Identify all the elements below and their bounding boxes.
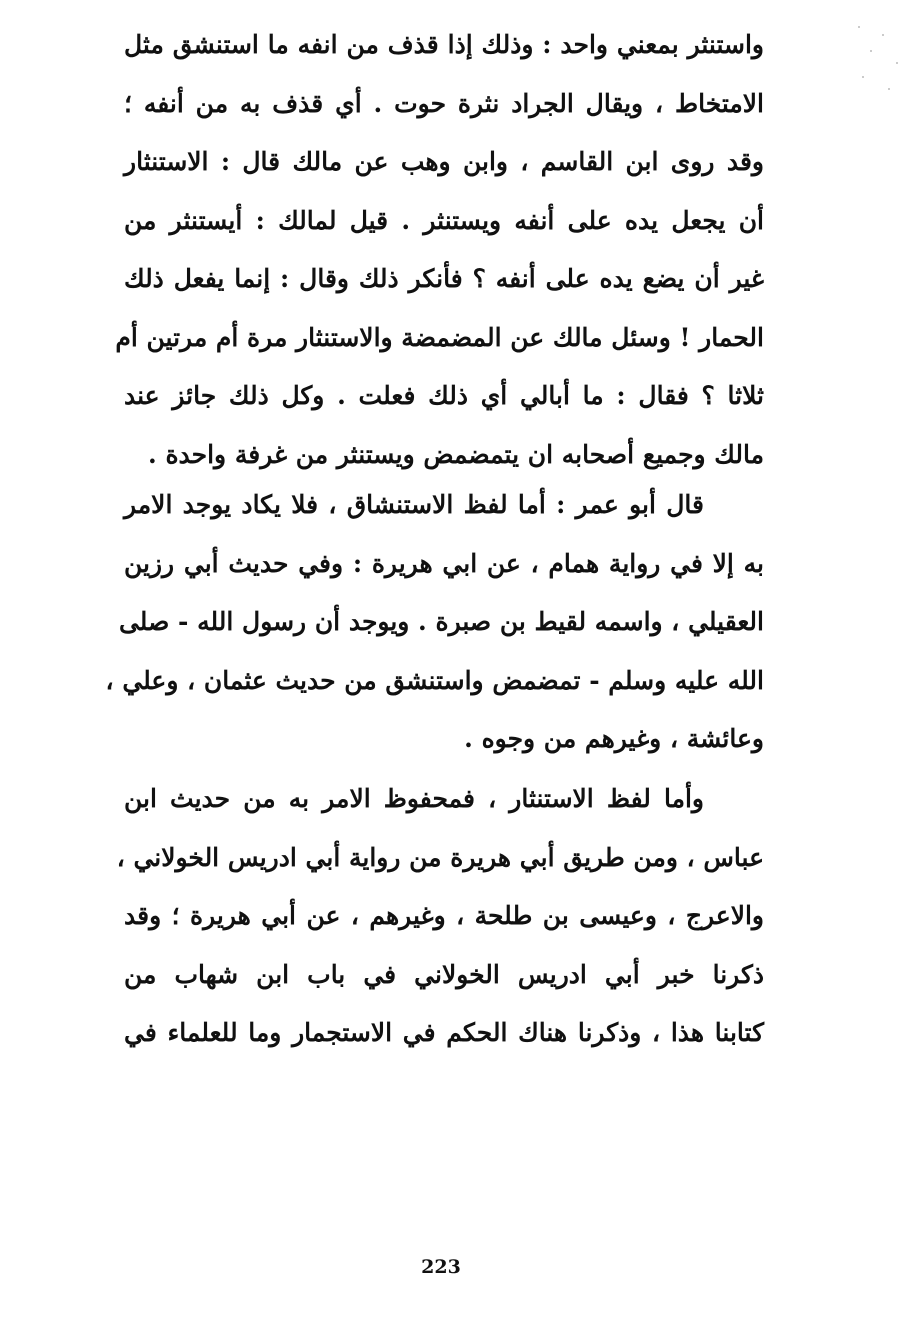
page-number: 223 (421, 1256, 461, 1278)
text-line: مالك وجميع أصحابه ان يتمضمض ويستنثر من غرفة واحدة . (148, 439, 764, 469)
text-line: الامتخاط ، ويقال الجراد نثرة حوت . أي قذف به من أنفه ؛ (124, 88, 764, 118)
text-line: قال أبو عمر : أما لفظ الاستنشاق ، فلا يكاد يوجد الامر (124, 490, 704, 519)
paragraph-1 (115, 16, 765, 484)
text-line: ثلاثا ؟ فقال : ما أبالي أي ذلك فعلت . وكل ذلك جائز عند (124, 381, 764, 410)
text-line: به إلا في رواية همام ، عن ابي هريرة : وفي حديث أبي رزين (124, 548, 764, 578)
text-line: وعائشة ، وغيرهم من وجوه . (464, 724, 764, 753)
text-line: الحمار ! وسئل مالك عن المضمضة والاستنثار مرة أم مرتين أم (115, 322, 764, 352)
text-line: العقيلي ، واسمه لقيط بن صبرة . ويوجد أن رسول الله - صلى (118, 607, 764, 636)
text-line: والاعرج ، وعيسى بن طلحة ، وغيرهم ، عن أبي هريرة ؛ وقد (124, 901, 764, 930)
scan-specks (848, 20, 908, 100)
paragraph-2 (105, 476, 764, 769)
text-line: وأما لفظ الاستنثار ، فمحفوظ الامر به من حديث ابن (124, 784, 704, 813)
text-line: الله عليه وسلم - تمضمض واستنشق من حديث عثمان ، وعلي ، (105, 665, 764, 695)
text-line: كتابنا هذا ، وذكرنا هناك الحكم في الاستجمار وما للعلماء في (124, 1018, 764, 1047)
text-line: أن يجعل يده على أنفه ويستنثر . قيل لمالك : أيستنثر من (124, 205, 764, 235)
text-line: ذكرنا خبر أبي ادريس الخولاني في باب ابن شهاب من (124, 959, 764, 989)
text-line: وقد روى ابن القاسم ، وابن وهب عن مالك قال : الاستنثار (124, 147, 764, 176)
text-line: واستنثر بمعني واحد : وذلك إذا قذف من انفه ما استنشق مثل (124, 30, 764, 59)
paragraph-3 (116, 770, 764, 1063)
text-line: غير أن يضع يده على أنفه ؟ فأنكر ذلك وقال : إنما يفعل ذلك (124, 264, 765, 293)
text-line: عباس ، ومن طريق أبي هريرة من رواية أبي ادريس الخولاني ، (116, 842, 764, 872)
